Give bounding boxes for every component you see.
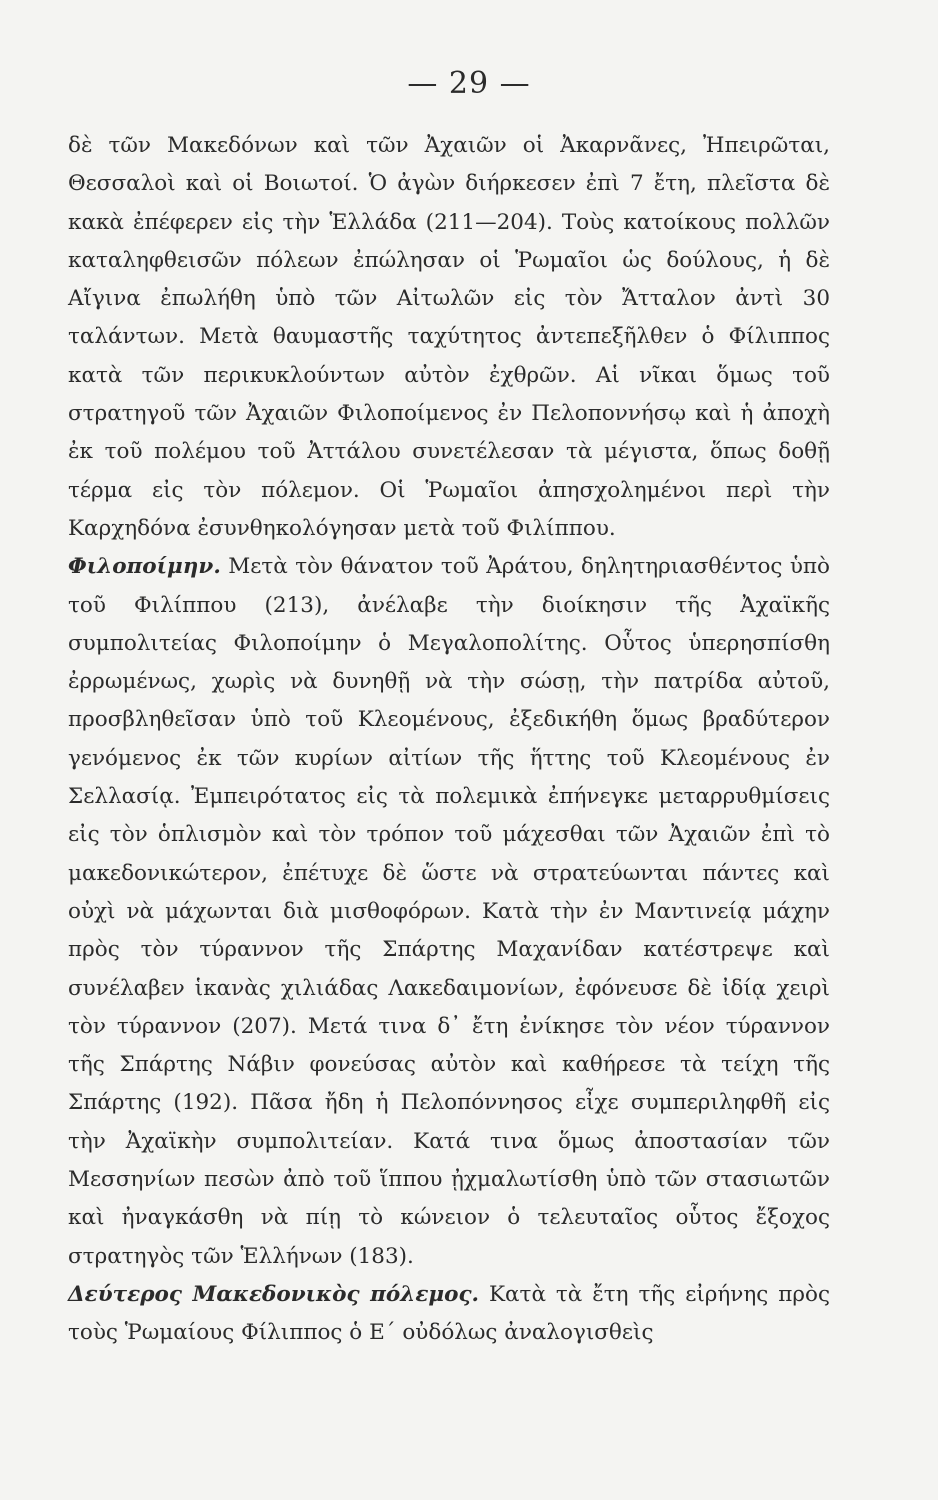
paragraph-text: Κατὰ τὰ ἔτη τῆς εἰρήνης πρὸς τοὺς Ῥωμαίους Φίλιππος ὁ Ε΄ οὐδόλως ἀναλογισθεὶς [68,1281,830,1346]
section-heading-second-macedonian-war: Δεύτερος Μακεδονικὸς πόλεμος. [68,1281,480,1307]
page-number: — 29 — [407,66,531,101]
paragraph-text: δὲ τῶν Μακεδόνων καὶ τῶν Ἀχαιῶν οἱ Ἀκαρνᾶνες, Ἠπειρῶται, Θεσσαλοὶ καὶ οἱ Βοιωτοί. Ὁ ἀγὼν διήρκεσεν ἐπὶ 7 ἔτη, πλεῖστα δὲ κακὰ ἐπέφερεν εἰς τὴν Ἑλλάδα (211—204). Τοὺς κατοίκους πολλῶν καταληφθεισῶν πόλεων ἐπώλησαν οἱ Ῥωμαῖοι ὡς δούλους, ἡ δὲ Αἴγινα ἐπωλήθη ὑπὸ τῶν Αἰτωλῶν εἰς τὸν Ἄτταλον ἀντὶ 30 ταλάντων. Μετὰ θαυμαστῆς ταχύτητος ἀντεπεξῆλθεν ὁ Φίλιππος κατὰ τῶν περικυκλούντων αὐτὸν ἐχθρῶν. Αἱ νῖκαι ὅμως τοῦ στρατηγοῦ τῶν Ἀχαιῶν Φιλοποίμενος ἐν Πελοποννήσῳ καὶ ἡ ἀποχὴ ἐκ τοῦ πολέμου τοῦ Ἀττάλου συνετέλεσαν τὰ μέγιστα, ὅπως δοθῇ τέρμα εἰς τὸν πόλεμον. Οἱ Ῥωμαῖοι ἀπησχολημένοι περὶ τὴν Καρχηδόνα ἐσυνθηκολόγησαν μετὰ τοῦ Φιλίππου. [68,133,830,541]
section-heading-philopoemen: Φιλοποίμην. [68,554,221,580]
paragraph-text: Μετὰ τὸν θάνατον τοῦ Ἀράτου, δηλητηριασθέντος ὑπὸ τοῦ Φιλίππου (213), ἀνέλαβε τὴν διοίκησιν τῆς Ἀχαϊκῆς συμπολιτείας Φιλοποίμην ὁ Μεγαλοπολίτης. Οὗτος ὑπερησπίσθη ἐρρωμένως, χωρὶς νὰ δυνηθῇ νὰ τὴν σώσῃ, τὴν πατρίδα αὐτοῦ, προσβληθεῖσαν ὑπὸ τοῦ Κλεομένους, ἐξεδικήθη ὅμως βραδύτερον γενόμενος ἐκ τῶν κυρίων αἰτίων τῆς ἥττης τοῦ Κλεομένους ἐν Σελλασίᾳ. Ἐμπειρότατος εἰς τὰ πολεμικὰ ἐπήνεγκε μεταρρυθμίσεις εἰς τὸν ὁπλισμὸν καὶ τὸν τρόπον τοῦ μάχεσθαι τῶν Ἀχαιῶν ἐπὶ τὸ μακεδονικώτερον, ἐπέτυχε δὲ ὥστε νὰ στρατεύωνται πάντες καὶ οὐχὶ νὰ μάχωνται διὰ μισθοφόρων. Κατὰ τὴν ἐν Μαντινείᾳ μάχην πρὸς τὸν τύραννον τῆς Σπάρτης Μαχανίδαν κατέστρεψε καὶ συνέλαβεν ἱκανὰς χιλιάδας Λακεδαιμονίων, ἐφόνευσε δὲ ἰδίᾳ χειρὶ τὸν τύραννον (207). Μετά τινα δ᾽ ἔτη ἐνίκησε τὸν νέον τύραννον τῆς Σπάρτης Νάβιν φονεύσας αὐτὸν καὶ καθήρεσε τὰ τείχη τῆς Σπάρτης (192). Πᾶσα ἤδη ἡ Πελοπόννησος εἶχε συμπεριληφθῆ εἰς τὴν Ἀχαϊκὴν συμπολιτείαν. Κατά τινα ὅμως ἀποστασίαν τῶν Μεσσηνίων πεσὼν ἀπὸ τοῦ ἵππου ᾐχμαλωτίσθη ὑπὸ τῶν στασιωτῶν καὶ ἠναγκάσθη νὰ πίῃ τὸ κώνειον ὁ τελευταῖος οὗτος ἔξοχος στρατηγὸς τῶν Ἑλλήνων (183). [68,554,830,1269]
paragraph-macedonian-war-continued [68,127,830,548]
paragraph-second-macedonian-war [68,1276,830,1353]
paragraph-philopoemen [68,548,830,1276]
body-text [68,127,830,1353]
